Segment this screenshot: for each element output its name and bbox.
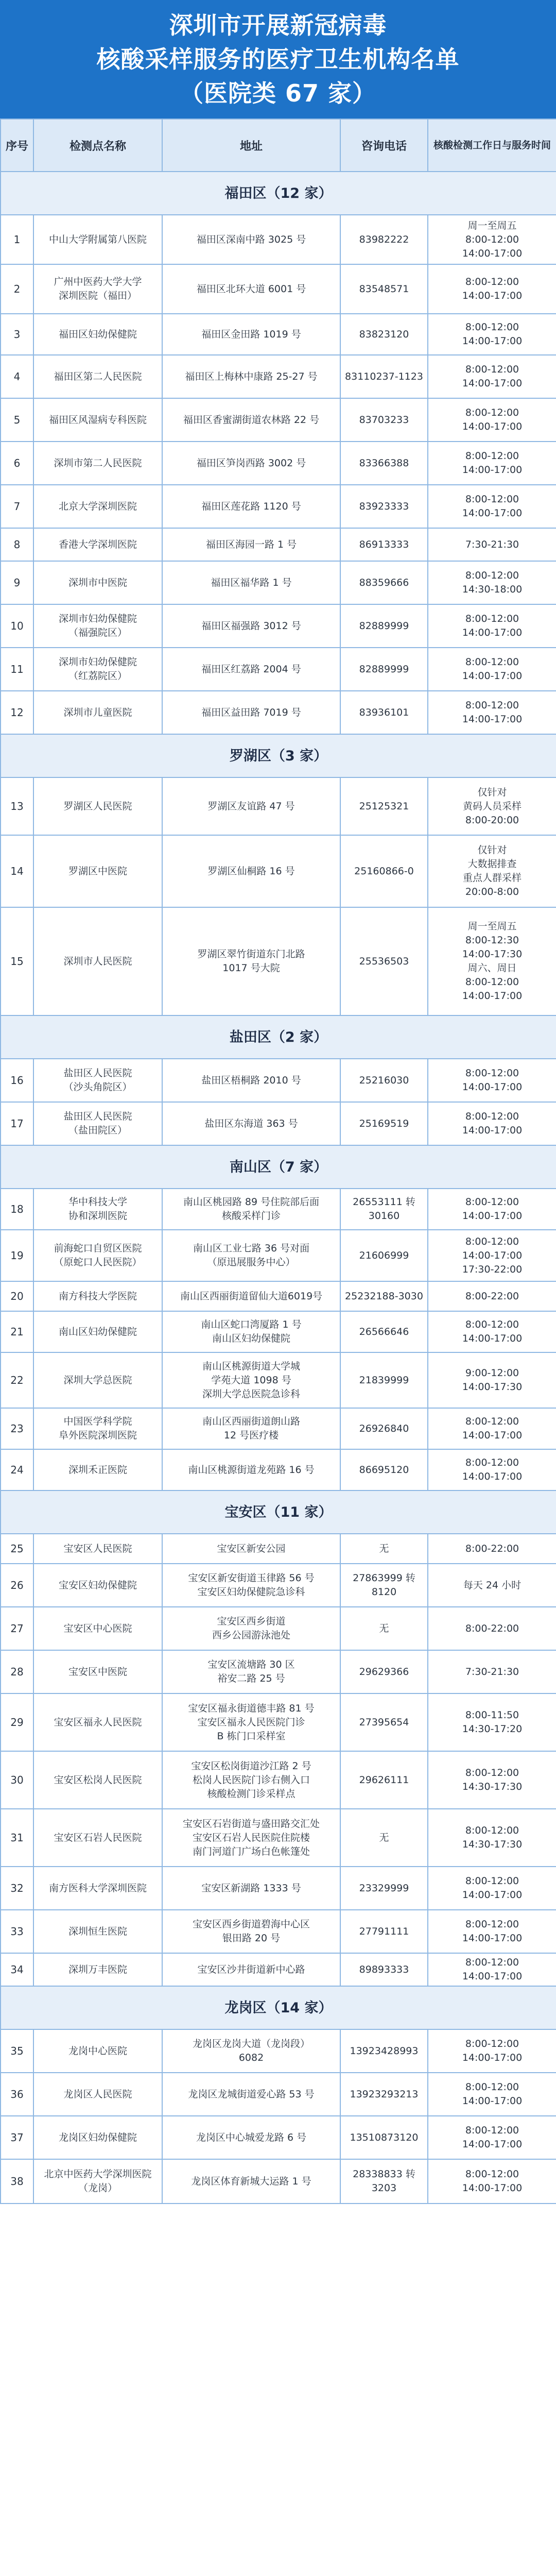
cell-seq: 22 xyxy=(1,1352,33,1408)
header-name: 检测点名称 xyxy=(33,119,162,172)
table-row xyxy=(1,1059,556,1102)
header-service-time: 核酸检测工作日与服务时间 xyxy=(428,119,556,172)
table-row xyxy=(1,355,556,398)
table-row xyxy=(1,398,556,442)
cell-address: 宝安区西乡街道碧海中心区 银田路 20 号 xyxy=(162,1910,340,1953)
cell-address: 南山区蛇口湾厦路 1 号 南山区妇幼保健院 xyxy=(162,1311,340,1352)
cell-name: 宝安区石岩人民医院 xyxy=(33,1809,162,1867)
cell-seq: 21 xyxy=(1,1311,33,1352)
cell-service-time: 仅针对 大数据排查 重点人群采样 20:00-8:00 xyxy=(428,835,556,907)
cell-address: 罗湖区翠竹街道东门北路 1017 号大院 xyxy=(162,907,340,1015)
header-seq: 序号 xyxy=(1,119,33,172)
cell-address: 宝安区沙井街道新中心路 xyxy=(162,1953,340,1986)
cell-name: 深圳市第二人民医院 xyxy=(33,442,162,485)
table-row xyxy=(1,485,556,528)
cell-name: 南方医科大学深圳医院 xyxy=(33,1867,162,1910)
cell-service-time: 仅针对 黄码人员采样 8:00-20:00 xyxy=(428,777,556,835)
cell-address: 福田区海园一路 1 号 xyxy=(162,528,340,561)
cell-seq: 6 xyxy=(1,442,33,485)
table-body xyxy=(1,172,556,2204)
cell-seq: 3 xyxy=(1,314,33,355)
cell-address: 宝安区新安街道玉律路 56 号 宝安区妇幼保健院急诊科 xyxy=(162,1564,340,1607)
district-name: 宝安区（11 家） xyxy=(1,1490,556,1534)
table-row xyxy=(1,907,556,1015)
cell-phone: 83982222 xyxy=(340,215,428,264)
cell-service-time: 8:00-12:00 14:00-17:00 xyxy=(428,1311,556,1352)
cell-address: 龙岗区龙岗大道（龙岗段） 6082 xyxy=(162,2029,340,2073)
cell-service-time: 8:00-12:00 14:00-17:00 xyxy=(428,1953,556,1986)
cell-seq: 31 xyxy=(1,1809,33,1867)
cell-name: 广州中医药大学大学 深圳医院（福田） xyxy=(33,264,162,314)
table-row xyxy=(1,215,556,264)
cell-address: 宝安区流塘路 30 区 裕安二路 25 号 xyxy=(162,1650,340,1693)
cell-seq: 18 xyxy=(1,1189,33,1230)
cell-seq: 15 xyxy=(1,907,33,1015)
cell-name: 深圳市人民医院 xyxy=(33,907,162,1015)
cell-name: 深圳市妇幼保健院 （福强院区） xyxy=(33,604,162,648)
cell-address: 福田区上梅林中康路 25-27 号 xyxy=(162,355,340,398)
cell-service-time: 8:00-12:00 14:00-17:00 xyxy=(428,1408,556,1449)
cell-seq: 4 xyxy=(1,355,33,398)
cell-name: 中山大学附属第八医院 xyxy=(33,215,162,264)
cell-service-time: 8:00-12:00 14:00-17:00 17:30-22:00 xyxy=(428,1230,556,1281)
table-row xyxy=(1,1408,556,1449)
cell-address: 宝安区福永街道德丰路 81 号 宝安区福永人民医院门诊 B 栋门口采样室 xyxy=(162,1693,340,1751)
cell-phone: 82889999 xyxy=(340,604,428,648)
cell-seq: 28 xyxy=(1,1650,33,1693)
cell-service-time: 每天 24 小时 xyxy=(428,1564,556,1607)
cell-seq: 5 xyxy=(1,398,33,442)
table-row xyxy=(1,648,556,691)
cell-seq: 13 xyxy=(1,777,33,835)
cell-name: 龙岗区妇幼保健院 xyxy=(33,2116,162,2159)
cell-phone: 13923428993 xyxy=(340,2029,428,2073)
table-row xyxy=(1,1534,556,1564)
cell-phone: 26553111 转 30160 xyxy=(340,1189,428,1230)
cell-service-time: 8:00-12:00 14:30-18:00 xyxy=(428,561,556,604)
table-row xyxy=(1,604,556,648)
cell-address: 福田区香蜜湖街道农林路 22 号 xyxy=(162,398,340,442)
cell-name: 深圳恒生医院 xyxy=(33,1910,162,1953)
cell-name: 南方科技大学医院 xyxy=(33,1281,162,1311)
cell-seq: 17 xyxy=(1,1102,33,1145)
cell-service-time: 7:30-21:30 xyxy=(428,528,556,561)
cell-name: 前海蛇口自贸区医院 （原蛇口人民医院） xyxy=(33,1230,162,1281)
cell-service-time: 7:30-21:30 xyxy=(428,1650,556,1693)
cell-phone: 83823120 xyxy=(340,314,428,355)
table-row xyxy=(1,561,556,604)
cell-seq: 9 xyxy=(1,561,33,604)
cell-seq: 30 xyxy=(1,1751,33,1809)
table-row xyxy=(1,2159,556,2204)
cell-service-time: 8:00-12:00 14:00-17:00 xyxy=(428,1059,556,1102)
cell-name: 宝安区松岗人民医院 xyxy=(33,1751,162,1809)
cell-phone: 25125321 xyxy=(340,777,428,835)
cell-seq: 2 xyxy=(1,264,33,314)
cell-address: 龙岗区体育新城大运路 1 号 xyxy=(162,2159,340,2204)
cell-service-time: 8:00-12:00 14:00-17:00 xyxy=(428,1102,556,1145)
cell-service-time: 8:00-12:00 14:00-17:00 xyxy=(428,2159,556,2204)
cell-seq: 37 xyxy=(1,2116,33,2159)
cell-address: 福田区深南中路 3025 号 xyxy=(162,215,340,264)
cell-name: 宝安区福永人民医院 xyxy=(33,1693,162,1751)
header-phone: 咨询电话 xyxy=(340,119,428,172)
cell-seq: 29 xyxy=(1,1693,33,1751)
cell-seq: 11 xyxy=(1,648,33,691)
cell-service-time: 9:00-12:00 14:00-17:30 xyxy=(428,1352,556,1408)
cell-phone: 83548571 xyxy=(340,264,428,314)
cell-phone: 13923293213 xyxy=(340,2073,428,2116)
cell-address: 福田区金田路 1019 号 xyxy=(162,314,340,355)
cell-phone: 83366388 xyxy=(340,442,428,485)
cell-address: 龙岗区中心城爱龙路 6 号 xyxy=(162,2116,340,2159)
cell-phone: 27791111 xyxy=(340,1910,428,1953)
cell-name: 香港大学深圳医院 xyxy=(33,528,162,561)
cell-phone: 27863999 转 8120 xyxy=(340,1564,428,1607)
table-row xyxy=(1,1867,556,1910)
cell-service-time: 8:00-22:00 xyxy=(428,1281,556,1311)
title-banner xyxy=(0,0,556,118)
cell-service-time: 8:00-12:00 14:00-17:00 xyxy=(428,2116,556,2159)
cell-name: 南山区妇幼保健院 xyxy=(33,1311,162,1352)
table-row xyxy=(1,1564,556,1607)
cell-address: 福田区益田路 7019 号 xyxy=(162,691,340,734)
cell-name: 龙岗区人民医院 xyxy=(33,2073,162,2116)
cell-phone: 21606999 xyxy=(340,1230,428,1281)
table-row xyxy=(1,1449,556,1490)
table-row xyxy=(1,1189,556,1230)
district-header-row xyxy=(1,1490,556,1534)
district-header-row xyxy=(1,172,556,215)
institution-table xyxy=(0,118,556,2204)
cell-address: 宝安区新湖路 1333 号 xyxy=(162,1867,340,1910)
cell-name: 罗湖区中医院 xyxy=(33,835,162,907)
cell-address: 盐田区东海道 363 号 xyxy=(162,1102,340,1145)
cell-address: 盐田区梧桐路 2010 号 xyxy=(162,1059,340,1102)
cell-phone: 25160866-0 xyxy=(340,835,428,907)
cell-service-time: 周一至周五 8:00-12:30 14:00-17:30 周六、周日 8:00-12:00 14:00-17:00 xyxy=(428,907,556,1015)
cell-seq: 32 xyxy=(1,1867,33,1910)
title-line-3: （医院类 67 家） xyxy=(179,79,377,107)
table-row xyxy=(1,1910,556,1953)
table-row xyxy=(1,1311,556,1352)
table-header-row xyxy=(1,119,556,172)
cell-phone: 26566646 xyxy=(340,1311,428,1352)
cell-service-time: 8:00-22:00 xyxy=(428,1607,556,1650)
cell-phone: 无 xyxy=(340,1607,428,1650)
cell-name: 罗湖区人民医院 xyxy=(33,777,162,835)
district-header-row xyxy=(1,1145,556,1189)
cell-phone: 83110237-1123 xyxy=(340,355,428,398)
district-header-row xyxy=(1,1986,556,2029)
title-line-2: 核酸采样服务的医疗卫生机构名单 xyxy=(96,45,460,73)
cell-address: 福田区福强路 3012 号 xyxy=(162,604,340,648)
cell-name: 盐田区人民医院 （沙头角院区） xyxy=(33,1059,162,1102)
table-row xyxy=(1,528,556,561)
cell-name: 北京大学深圳医院 xyxy=(33,485,162,528)
district-name: 盐田区（2 家） xyxy=(1,1015,556,1059)
district-name: 南山区（7 家） xyxy=(1,1145,556,1189)
table-row xyxy=(1,1693,556,1751)
cell-address: 南山区西丽街道朗山路 12 号医疗楼 xyxy=(162,1408,340,1449)
cell-seq: 33 xyxy=(1,1910,33,1953)
table-row xyxy=(1,691,556,734)
table-row xyxy=(1,1809,556,1867)
cell-address: 宝安区西乡街道 西乡公园游泳池处 xyxy=(162,1607,340,1650)
cell-name: 深圳市儿童医院 xyxy=(33,691,162,734)
cell-seq: 12 xyxy=(1,691,33,734)
cell-service-time: 8:00-12:00 14:30-17:30 xyxy=(428,1751,556,1809)
cell-address: 南山区工业七路 36 号对面 （原迅展服务中心） xyxy=(162,1230,340,1281)
cell-seq: 26 xyxy=(1,1564,33,1607)
table-row xyxy=(1,2073,556,2116)
cell-seq: 7 xyxy=(1,485,33,528)
cell-service-time: 8:00-12:00 14:00-17:00 xyxy=(428,314,556,355)
cell-address: 罗湖区仙桐路 16 号 xyxy=(162,835,340,907)
cell-phone: 25216030 xyxy=(340,1059,428,1102)
cell-phone: 25536503 xyxy=(340,907,428,1015)
cell-phone: 27395654 xyxy=(340,1693,428,1751)
cell-service-time: 8:00-11:50 14:30-17:20 xyxy=(428,1693,556,1751)
cell-seq: 16 xyxy=(1,1059,33,1102)
cell-seq: 35 xyxy=(1,2029,33,2073)
cell-service-time: 8:00-12:00 14:00-17:00 xyxy=(428,355,556,398)
table-row xyxy=(1,1352,556,1408)
cell-seq: 19 xyxy=(1,1230,33,1281)
title-line-1: 深圳市开展新冠病毒 xyxy=(169,11,387,39)
cell-name: 华中科技大学 协和深圳医院 xyxy=(33,1189,162,1230)
cell-address: 龙岗区龙城街道爱心路 53 号 xyxy=(162,2073,340,2116)
table-row xyxy=(1,777,556,835)
district-name: 福田区（12 家） xyxy=(1,172,556,215)
cell-address: 福田区北环大道 6001 号 xyxy=(162,264,340,314)
cell-name: 宝安区人民医院 xyxy=(33,1534,162,1564)
cell-seq: 10 xyxy=(1,604,33,648)
cell-address: 宝安区石岩街道与盛田路交汇处 宝安区石岩人民医院住院楼 南门河道门广场白色帐篷处 xyxy=(162,1809,340,1867)
cell-service-time: 8:00-12:00 14:00-17:00 xyxy=(428,1867,556,1910)
cell-name: 中国医学科学院 阜外医院深圳医院 xyxy=(33,1408,162,1449)
cell-name: 福田区妇幼保健院 xyxy=(33,314,162,355)
table-row xyxy=(1,1953,556,1986)
cell-service-time: 8:00-12:00 14:00-17:00 xyxy=(428,604,556,648)
cell-phone: 无 xyxy=(340,1809,428,1867)
cell-name: 宝安区中心医院 xyxy=(33,1607,162,1650)
cell-name: 盐田区人民医院 （盐田院区） xyxy=(33,1102,162,1145)
cell-phone: 83923333 xyxy=(340,485,428,528)
cell-phone: 89893333 xyxy=(340,1953,428,1986)
cell-seq: 14 xyxy=(1,835,33,907)
cell-name: 深圳市妇幼保健院 （红荔院区） xyxy=(33,648,162,691)
cell-phone: 83703233 xyxy=(340,398,428,442)
cell-phone: 23329999 xyxy=(340,1867,428,1910)
cell-seq: 23 xyxy=(1,1408,33,1449)
cell-service-time: 8:00-12:00 14:00-17:00 xyxy=(428,2073,556,2116)
cell-address: 福田区红荔路 2004 号 xyxy=(162,648,340,691)
cell-seq: 8 xyxy=(1,528,33,561)
cell-name: 宝安区中医院 xyxy=(33,1650,162,1693)
cell-name: 福田区第二人民医院 xyxy=(33,355,162,398)
cell-address: 罗湖区友谊路 47 号 xyxy=(162,777,340,835)
cell-service-time: 8:00-12:00 14:00-17:00 xyxy=(428,398,556,442)
cell-address: 福田区莲花路 1120 号 xyxy=(162,485,340,528)
cell-seq: 20 xyxy=(1,1281,33,1311)
table-row xyxy=(1,1751,556,1809)
table-row xyxy=(1,835,556,907)
cell-seq: 24 xyxy=(1,1449,33,1490)
cell-phone: 88359666 xyxy=(340,561,428,604)
cell-phone: 29626111 xyxy=(340,1751,428,1809)
cell-service-time: 8:00-22:00 xyxy=(428,1534,556,1564)
cell-service-time: 8:00-12:00 14:00-17:00 xyxy=(428,1189,556,1230)
cell-service-time: 8:00-12:00 14:00-17:00 xyxy=(428,485,556,528)
cell-service-time: 8:00-12:00 14:00-17:00 xyxy=(428,2029,556,2073)
table-row xyxy=(1,1281,556,1311)
district-header-row xyxy=(1,1015,556,1059)
cell-service-time: 8:00-12:00 14:00-17:00 xyxy=(428,1910,556,1953)
cell-name: 宝安区妇幼保健院 xyxy=(33,1564,162,1607)
cell-name: 北京中医药大学深圳医院 （龙岗） xyxy=(33,2159,162,2204)
table-row xyxy=(1,1102,556,1145)
cell-seq: 34 xyxy=(1,1953,33,1986)
table-row xyxy=(1,442,556,485)
cell-phone: 86695120 xyxy=(340,1449,428,1490)
cell-address: 宝安区松岗街道沙江路 2 号 松岗人民医院门诊右侧入口 核酸检测门诊采样点 xyxy=(162,1751,340,1809)
cell-seq: 25 xyxy=(1,1534,33,1564)
cell-name: 深圳万丰医院 xyxy=(33,1953,162,1986)
cell-name: 深圳市中医院 xyxy=(33,561,162,604)
cell-phone: 21839999 xyxy=(340,1352,428,1408)
cell-address: 南山区西丽街道留仙大道6019号 xyxy=(162,1281,340,1311)
cell-phone: 25169519 xyxy=(340,1102,428,1145)
cell-name: 深圳大学总医院 xyxy=(33,1352,162,1408)
district-header-row xyxy=(1,734,556,777)
cell-service-time: 8:00-12:00 14:00-17:00 xyxy=(428,691,556,734)
cell-address: 南山区桃源街道龙苑路 16 号 xyxy=(162,1449,340,1490)
cell-address: 南山区桃源街道大学城 学苑大道 1098 号 深圳大学总医院急诊科 xyxy=(162,1352,340,1408)
cell-address: 南山区桃园路 89 号住院部后面 核酸采样门诊 xyxy=(162,1189,340,1230)
cell-address: 福田区笋岗西路 3002 号 xyxy=(162,442,340,485)
table-row xyxy=(1,1607,556,1650)
cell-seq: 27 xyxy=(1,1607,33,1650)
cell-name: 龙岗中心医院 xyxy=(33,2029,162,2073)
cell-service-time: 8:00-12:00 14:00-17:00 xyxy=(428,442,556,485)
district-name: 罗湖区（3 家） xyxy=(1,734,556,777)
table-row xyxy=(1,1230,556,1281)
cell-address: 福田区福华路 1 号 xyxy=(162,561,340,604)
cell-phone: 29629366 xyxy=(340,1650,428,1693)
cell-name: 福田区风湿病专科医院 xyxy=(33,398,162,442)
table-row xyxy=(1,314,556,355)
cell-service-time: 8:00-12:00 14:00-17:00 xyxy=(428,648,556,691)
cell-seq: 36 xyxy=(1,2073,33,2116)
cell-phone: 13510873120 xyxy=(340,2116,428,2159)
cell-phone: 86913333 xyxy=(340,528,428,561)
district-name: 龙岗区（14 家） xyxy=(1,1986,556,2029)
cell-name: 深圳禾正医院 xyxy=(33,1449,162,1490)
cell-service-time: 8:00-12:00 14:00-17:00 xyxy=(428,264,556,314)
cell-phone: 82889999 xyxy=(340,648,428,691)
cell-phone: 83936101 xyxy=(340,691,428,734)
cell-phone: 26926840 xyxy=(340,1408,428,1449)
table-row xyxy=(1,264,556,314)
cell-service-time: 8:00-12:00 14:30-17:30 xyxy=(428,1809,556,1867)
cell-phone: 无 xyxy=(340,1534,428,1564)
table-row xyxy=(1,2029,556,2073)
cell-seq: 38 xyxy=(1,2159,33,2204)
cell-phone: 28338833 转 3203 xyxy=(340,2159,428,2204)
cell-service-time: 8:00-12:00 14:00-17:00 xyxy=(428,1449,556,1490)
table-row xyxy=(1,2116,556,2159)
cell-service-time: 周一至周五 8:00-12:00 14:00-17:00 xyxy=(428,215,556,264)
table-row xyxy=(1,1650,556,1693)
cell-phone: 25232188-3030 xyxy=(340,1281,428,1311)
header-address: 地址 xyxy=(162,119,340,172)
cell-address: 宝安区新安公园 xyxy=(162,1534,340,1564)
cell-seq: 1 xyxy=(1,215,33,264)
